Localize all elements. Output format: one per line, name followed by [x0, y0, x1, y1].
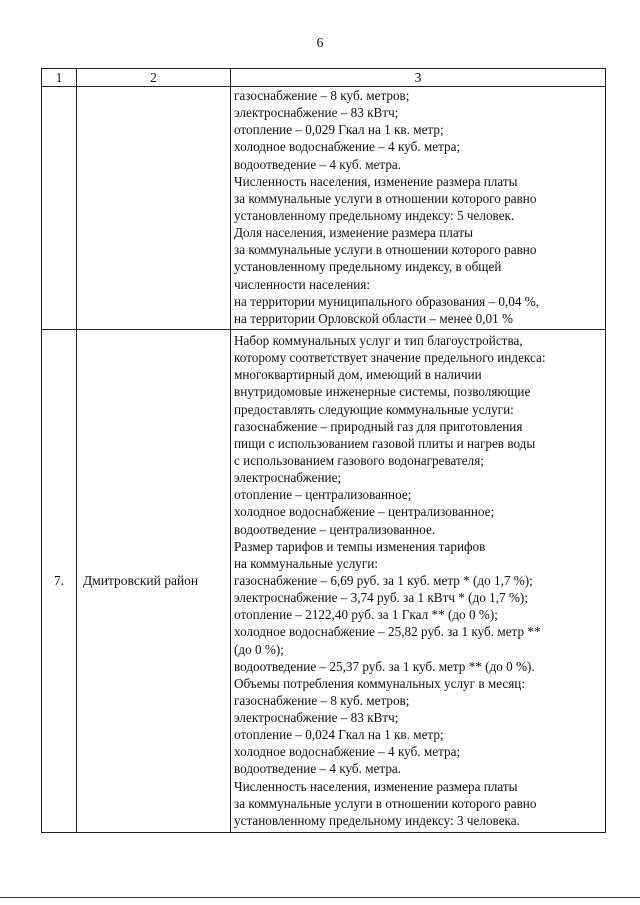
text-line: холодное водоснабжение – централизованное; — [234, 504, 495, 520]
text-line: с использованием газового водонагревателя; — [234, 452, 484, 468]
row-name-cell — [77, 87, 231, 330]
text-line: холодное водоснабжение – 4 куб. метра; — [234, 744, 461, 760]
text-line: водоотведение – 4 куб. метра. — [234, 156, 402, 172]
text-line: Численность населения, изменение размера платы — [234, 173, 518, 189]
row-details-cell — [231, 329, 606, 832]
text-line: холодное водоснабжение – 25,82 руб. за 1 куб. метр ** — [234, 624, 541, 640]
table-row-continued — [42, 87, 606, 330]
column-header-3: 3 — [231, 69, 606, 87]
text-line: на территории Орловской области – менее 0,01 % — [234, 310, 513, 326]
text-line: за коммунальные услуги в отношении которого равно — [234, 795, 537, 811]
text-line: предоставлять следующие коммунальные услуги: — [234, 401, 514, 417]
text-line: установленному предельному индексу, в общей — [234, 259, 502, 275]
text-line: Набор коммунальных услуг и тип благоустройства, — [234, 332, 523, 348]
text-line: газоснабжение – 8 куб. метров; — [234, 88, 410, 103]
row-name-cell: Дмитровский район — [77, 329, 231, 832]
text-line: отопление – 0,029 Гкал на 1 кв. метр; — [234, 122, 444, 138]
text-line: многоквартирный дом, имеющий в наличии — [234, 367, 482, 383]
row-details-text — [231, 87, 605, 329]
text-line: за коммунальные услуги в отношении которого равно — [234, 242, 537, 258]
text-line: отопление – 0,024 Гкал на 1 кв. метр; — [234, 727, 444, 743]
text-line: на коммунальные услуги: — [234, 555, 379, 571]
column-header-1: 1 — [42, 69, 77, 87]
row-details-text — [231, 330, 605, 832]
text-line: внутридомовые инженерные системы, позволяющие — [234, 384, 531, 400]
text-line: электроснабжение – 3,74 руб. за 1 кВтч * (до 1,7 %); — [234, 590, 528, 606]
text-line: за коммунальные услуги в отношении которого равно — [234, 190, 537, 206]
row-number-cell: 7. — [42, 329, 77, 832]
table-header-row — [42, 69, 606, 87]
text-line: (до 0 %); — [234, 641, 284, 657]
text-line: Размер тарифов и темпы изменения тарифов — [234, 538, 486, 554]
page-number: 6 — [316, 36, 324, 51]
text-line: газоснабжение – 6,69 руб. за 1 куб. метр * (до 1,7 %); — [234, 572, 533, 588]
text-line: газоснабжение – природный газ для приготовления — [234, 418, 523, 434]
text-line: установленному предельному индексу: 3 человека. — [234, 812, 520, 828]
text-line: на территории муниципального образования – 0,04 %, — [234, 293, 540, 309]
text-line: пищи с использованием газовой плиты и нагрев воды — [234, 435, 536, 451]
text-line: водоотведение – 25,37 руб. за 1 куб. метр ** (до 0 %). — [234, 658, 535, 674]
text-line: Численность населения, изменение размера платы — [234, 778, 518, 794]
row-number-cell — [42, 87, 77, 330]
text-line: отопление – 2122,40 руб. за 1 Гкал ** (до 0 %); — [234, 607, 498, 623]
row-details-cell — [231, 87, 606, 330]
text-line: электроснабжение – 83 кВтч; — [234, 105, 399, 121]
data-table — [41, 68, 606, 833]
text-line: газоснабжение – 8 куб. метров; — [234, 692, 410, 708]
table-row-dmitrovsky — [42, 329, 606, 832]
text-line: электроснабжение – 83 кВтч; — [234, 710, 399, 726]
text-line: холодное водоснабжение – 4 куб. метра; — [234, 139, 461, 155]
text-line: численности населения: — [234, 276, 371, 292]
text-line: отопление – централизованное; — [234, 487, 412, 503]
footer-rule — [0, 897, 640, 898]
text-line: электроснабжение; — [234, 470, 342, 486]
text-line: Доля населения, изменение размера платы — [234, 225, 473, 241]
text-line: водоотведение – 4 куб. метра. — [234, 761, 402, 777]
text-line: установленному предельному индексу: 5 человек. — [234, 207, 515, 223]
column-header-2: 2 — [77, 69, 231, 87]
text-line: Объемы потребления коммунальных услуг в месяц: — [234, 675, 526, 691]
text-line: которому соответствует значение предельного индекса: — [234, 350, 546, 366]
text-line: водоотведение – централизованное. — [234, 521, 436, 537]
